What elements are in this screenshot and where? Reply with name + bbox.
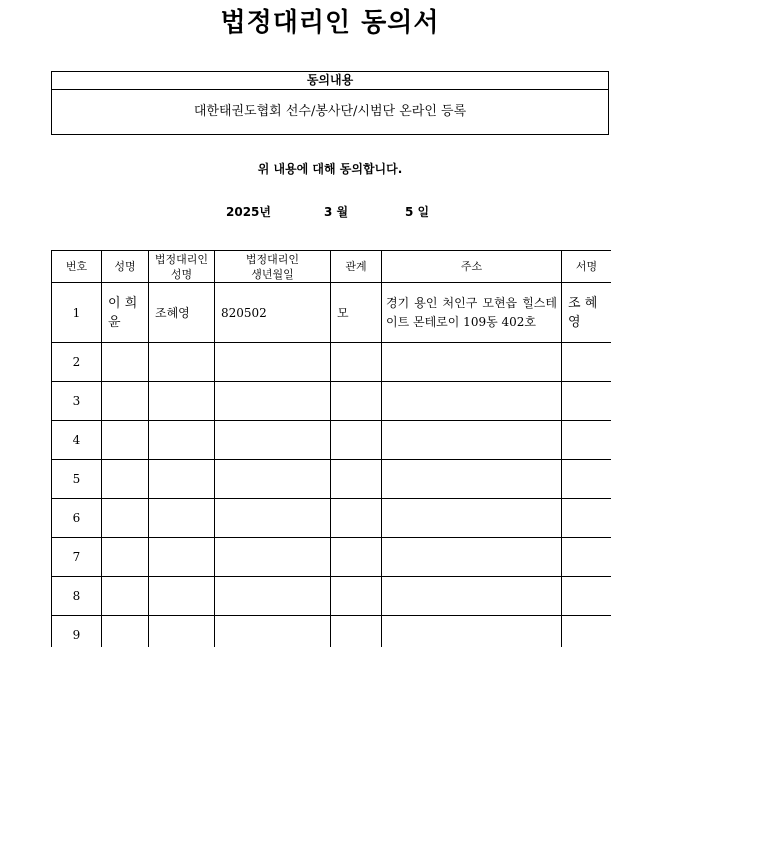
header-name: 성명 [102, 251, 149, 283]
cell-relation [331, 577, 382, 616]
table-row [52, 538, 612, 577]
cell-signature [562, 421, 612, 460]
table-row [52, 460, 612, 499]
cell-signature [562, 460, 612, 499]
cell-address [382, 343, 562, 382]
cell-no: 3 [52, 382, 102, 421]
cell-name: 이 희 윤 [102, 283, 149, 343]
cell-signature [562, 616, 612, 648]
cell-signature [562, 343, 612, 382]
header-guardian-name: 법정대리인 성명 [149, 251, 215, 283]
table-row [52, 577, 612, 616]
cell-signature [562, 577, 612, 616]
cell-address [382, 499, 562, 538]
cell-relation [331, 616, 382, 648]
table-row [52, 499, 612, 538]
cell-relation [331, 382, 382, 421]
cell-name [102, 460, 149, 499]
table-row [52, 343, 612, 382]
document-title: 법정대리인 동의서 [220, 8, 440, 38]
consent-header: 동의내용 [52, 72, 608, 90]
cell-signature: 조 혜 영 [562, 283, 612, 343]
cell-guardian-name: 조혜영 [149, 283, 215, 343]
date-month: 3 월 [324, 205, 349, 219]
date-day: 5 일 [405, 205, 430, 219]
header-signature: 서명 [562, 251, 612, 283]
cell-no: 5 [52, 460, 102, 499]
consent-body: 대한태권도협회 선수/봉사단/시범단 온라인 등록 [193, 104, 467, 119]
cell-no: 7 [52, 538, 102, 577]
agree-statement: 위 내용에 대해 동의합니다. [257, 162, 403, 176]
cell-no: 9 [52, 616, 102, 648]
cell-guardian-name [149, 460, 215, 499]
cell-signature [562, 499, 612, 538]
header-guardian-birth: 법정대리인 생년월일 [215, 251, 331, 283]
cell-guardian-birth: 820502 [215, 283, 331, 343]
header-relation: 관계 [331, 251, 382, 283]
cell-guardian-name [149, 382, 215, 421]
consent-box [51, 71, 609, 135]
cell-no: 2 [52, 343, 102, 382]
guardian-table [51, 250, 611, 647]
cell-guardian-birth [215, 421, 331, 460]
cell-signature [562, 538, 612, 577]
cell-address [382, 538, 562, 577]
cell-name [102, 421, 149, 460]
cell-guardian-name [149, 421, 215, 460]
cell-guardian-birth [215, 382, 331, 421]
cell-relation [331, 460, 382, 499]
cell-no: 6 [52, 499, 102, 538]
cell-name [102, 616, 149, 648]
cell-address [382, 421, 562, 460]
cell-name [102, 499, 149, 538]
cell-guardian-name [149, 616, 215, 648]
guardian-table-wrapper [51, 250, 611, 647]
table-header-row [52, 251, 612, 283]
cell-name [102, 382, 149, 421]
cell-relation: 모 [331, 283, 382, 343]
table-row [52, 283, 612, 343]
date-year: 2025년 [226, 205, 271, 219]
cell-signature [562, 382, 612, 421]
cell-guardian-birth [215, 460, 331, 499]
cell-guardian-name [149, 343, 215, 382]
cell-relation [331, 421, 382, 460]
header-address: 주소 [382, 251, 562, 283]
cell-address [382, 577, 562, 616]
table-row [52, 421, 612, 460]
cell-address [382, 460, 562, 499]
cell-guardian-birth [215, 499, 331, 538]
cell-address [382, 382, 562, 421]
cell-guardian-birth [215, 616, 331, 648]
cell-address [382, 616, 562, 648]
cell-guardian-birth [215, 538, 331, 577]
cell-no: 1 [52, 283, 102, 343]
cell-guardian-birth [215, 577, 331, 616]
cell-address: 경기 용인 처인구 모현읍 힐스테이트 몬테로이 109동 402호 [382, 283, 562, 343]
cell-guardian-name [149, 577, 215, 616]
cell-relation [331, 499, 382, 538]
cell-relation [331, 538, 382, 577]
cell-no: 8 [52, 577, 102, 616]
cell-no: 4 [52, 421, 102, 460]
cell-name [102, 343, 149, 382]
cell-guardian-birth [215, 343, 331, 382]
cell-name [102, 538, 149, 577]
cell-relation [331, 343, 382, 382]
cell-guardian-name [149, 499, 215, 538]
header-no: 번호 [52, 251, 102, 283]
cell-guardian-name [149, 538, 215, 577]
table-body [52, 283, 612, 648]
table-row [52, 382, 612, 421]
table-row [52, 616, 612, 648]
cell-name [102, 577, 149, 616]
